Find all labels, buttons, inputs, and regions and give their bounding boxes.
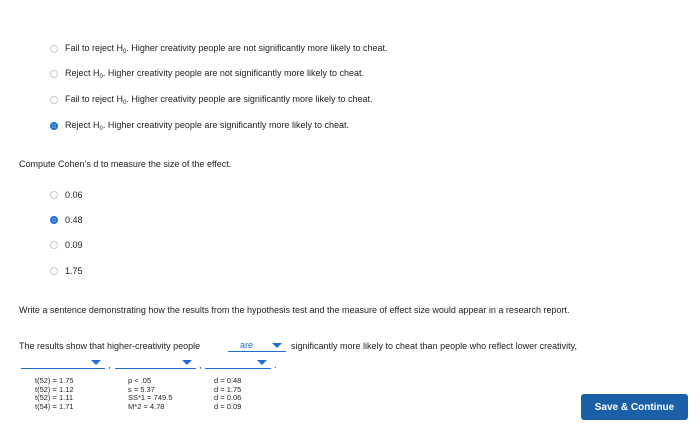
option-label: Reject $H_0$. Higher creativity people are not significantly more likely to cheat. bbox=[65, 68, 364, 80]
option-text: M*2 = 4.78 bbox=[128, 401, 165, 411]
test-statistic-options bbox=[35, 377, 74, 411]
chevron-down-icon bbox=[257, 360, 267, 365]
p-value-dropdown[interactable] bbox=[115, 358, 196, 369]
cohens-option-2[interactable] bbox=[50, 214, 83, 226]
option-text: d = 0.06 bbox=[214, 393, 242, 402]
option-text: SS*1 = 749.5 bbox=[128, 393, 173, 402]
test-statistic-dropdown[interactable] bbox=[21, 358, 105, 369]
cohens-option-3[interactable] bbox=[50, 239, 83, 251]
separator: , bbox=[199, 360, 202, 370]
p-value-options bbox=[128, 377, 172, 411]
option-text: d = 1.75 bbox=[214, 384, 242, 394]
cohens-option-4[interactable] bbox=[50, 265, 83, 277]
radio-button-selected[interactable] bbox=[50, 122, 58, 130]
radio-button[interactable] bbox=[50, 191, 58, 199]
option-text: d = 0.48 bbox=[214, 376, 242, 385]
radio-button[interactable] bbox=[50, 96, 58, 104]
hypothesis-option-2[interactable] bbox=[50, 68, 364, 80]
option-text: t(52) = 1.12 bbox=[35, 384, 74, 394]
cohens-option-1[interactable] bbox=[50, 189, 83, 201]
chevron-down-icon bbox=[91, 360, 101, 365]
option-text: t(52) = 1.75 bbox=[35, 376, 74, 385]
option-label: 0.48 bbox=[65, 215, 83, 225]
separator: . bbox=[274, 360, 277, 370]
radio-button-selected[interactable] bbox=[50, 216, 58, 224]
separator: , bbox=[108, 360, 111, 370]
hypothesis-option-4[interactable] bbox=[50, 120, 349, 132]
option-label: Fail to reject $H_0$. Higher creativity people are significantly more likely to cheat. bbox=[65, 94, 373, 106]
option-label: 1.75 bbox=[65, 266, 83, 276]
sentence-suffix: significantly more likely to cheat than people who reflect lower creativity, bbox=[291, 341, 577, 351]
option-text: s = 5.37 bbox=[128, 384, 155, 394]
sentence-prefix: The results show that higher-creativity people bbox=[19, 341, 201, 351]
option-text: d = 0.09 bbox=[214, 401, 242, 411]
option-text: t(54) = 1.71 bbox=[35, 401, 74, 411]
dropdown-value: are bbox=[240, 340, 254, 350]
effect-size-options bbox=[214, 377, 241, 411]
hypothesis-option-1[interactable] bbox=[50, 43, 388, 55]
radio-button[interactable] bbox=[50, 45, 58, 53]
chevron-down-icon bbox=[182, 360, 192, 365]
option-label: Fail to reject $H_0$. Higher creativity people are not significantly more likely to cheat. bbox=[65, 43, 388, 55]
cohens-d-question: Compute Cohen’s d to measure the size of the effect. bbox=[19, 159, 232, 169]
effect-size-dropdown[interactable] bbox=[205, 358, 271, 369]
save-and-continue-button[interactable]: Save & Continue bbox=[581, 394, 688, 420]
option-text: p < .05 bbox=[128, 376, 152, 385]
chevron-down-icon bbox=[272, 343, 282, 348]
hypothesis-option-3[interactable] bbox=[50, 94, 373, 106]
option-label: 0.06 bbox=[65, 190, 83, 200]
report-question: Write a sentence demonstrating how the results from the hypothesis test and the measure of effect size would appear in a research report. bbox=[19, 305, 570, 315]
option-label: 0.09 bbox=[65, 240, 83, 250]
verb-dropdown[interactable] bbox=[228, 341, 286, 352]
option-text: t(52) = 1.11 bbox=[35, 393, 74, 402]
radio-button[interactable] bbox=[50, 241, 58, 249]
radio-button[interactable] bbox=[50, 70, 58, 78]
option-label: Reject $H_0$. Higher creativity people are significantly more likely to cheat. bbox=[65, 120, 349, 132]
radio-button[interactable] bbox=[50, 267, 58, 275]
